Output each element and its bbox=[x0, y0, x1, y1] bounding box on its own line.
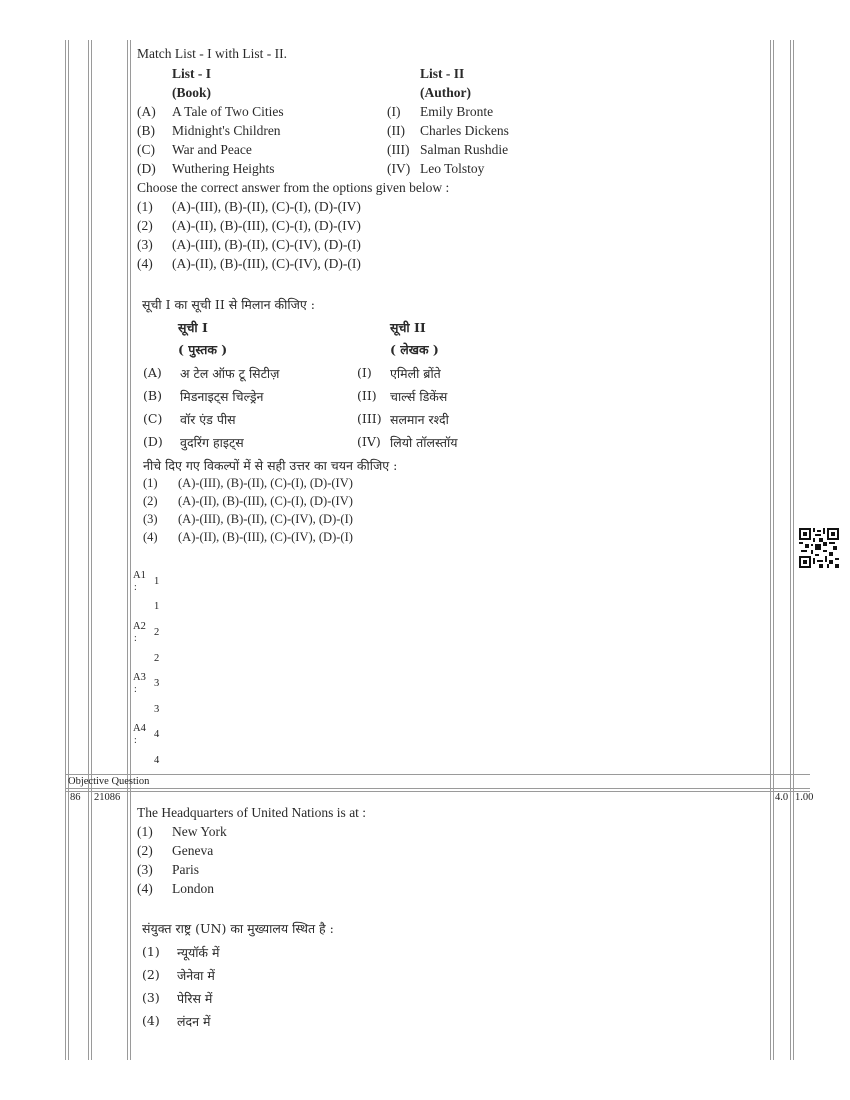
hindi-list1-subheading: ( पुस्तक ) bbox=[178, 342, 228, 357]
row-book: वुदरिंग हाइट्स bbox=[180, 435, 244, 450]
row-author-key: (IV) bbox=[387, 161, 411, 176]
answer-label: A3 bbox=[133, 672, 146, 683]
answer-value: 1 bbox=[154, 601, 160, 612]
row-author-key: (IV) bbox=[357, 434, 381, 449]
hindi-list2-heading: सूची II bbox=[390, 320, 426, 335]
table-border-qid2 bbox=[91, 40, 92, 1060]
option-number: (1) bbox=[137, 824, 153, 839]
option-text: पेरिस में bbox=[177, 991, 213, 1006]
row-key: (B) bbox=[137, 123, 155, 138]
option-text: (A)-(II), (B)-(III), (C)-(I), (D)-(IV) bbox=[172, 218, 361, 233]
row-author: Emily Bronte bbox=[420, 104, 494, 119]
row-divider-top bbox=[65, 774, 810, 775]
list1-heading: List - I bbox=[172, 66, 212, 81]
row-key: (B) bbox=[143, 388, 162, 403]
row-author-key: (I) bbox=[357, 365, 372, 380]
row-book: War and Peace bbox=[172, 142, 252, 157]
table-border-left bbox=[65, 40, 66, 1060]
table-border-qid bbox=[88, 40, 89, 1060]
q85-choose-instruction: Choose the correct answer from the options given below : bbox=[137, 180, 450, 195]
row-divider-q86 bbox=[65, 791, 810, 792]
answer-number: 3 bbox=[154, 678, 160, 689]
option-text: (A)-(II), (B)-(III), (C)-(I), (D)-(IV) bbox=[178, 494, 353, 508]
option-text: न्यूयॉर्क में bbox=[177, 945, 220, 960]
row-book: Midnight's Children bbox=[172, 123, 281, 138]
question-id: 21086 bbox=[94, 792, 121, 803]
row-book: A Tale of Two Cities bbox=[172, 104, 284, 119]
qr-code-icon bbox=[799, 528, 839, 568]
row-author: Leo Tolstoy bbox=[420, 161, 485, 176]
option-text: Geneva bbox=[172, 843, 214, 858]
option-text: जेनेवा में bbox=[177, 968, 215, 983]
row-book: अ टेल ऑफ टू सिटीज़ bbox=[180, 366, 280, 381]
table-border-question bbox=[127, 40, 128, 1060]
table-border-neg2 bbox=[793, 40, 794, 1060]
option-number: (2) bbox=[143, 494, 158, 508]
q85-intro: Match List - I with List - II. bbox=[137, 46, 287, 61]
option-number: (4) bbox=[142, 1013, 160, 1028]
list2-subheading: (Author) bbox=[420, 85, 471, 100]
answer-colon: : bbox=[134, 633, 137, 644]
row-author: सलमान रश्दी bbox=[390, 412, 449, 427]
row-author: Charles Dickens bbox=[420, 123, 509, 138]
table-border-marks bbox=[770, 40, 771, 1060]
row-key: (A) bbox=[143, 365, 162, 380]
q86-hindi-question: संयुक्त राष्ट्र (UN) का मुख्यालय स्थित है : bbox=[142, 921, 334, 936]
option-text: (A)-(III), (B)-(II), (C)-(IV), (D)-(I) bbox=[172, 237, 361, 252]
option-number: (4) bbox=[137, 256, 153, 271]
answer-number: 2 bbox=[154, 627, 160, 638]
option-text: (A)-(III), (B)-(II), (C)-(I), (D)-(IV) bbox=[172, 199, 361, 214]
question-marks: 4.0 bbox=[775, 792, 789, 803]
row-author-key: (III) bbox=[387, 142, 410, 157]
q86-question: The Headquarters of United Nations is at : bbox=[137, 805, 367, 820]
option-number: (1) bbox=[142, 944, 160, 959]
option-text: Paris bbox=[172, 862, 199, 877]
row-author: लियो तॉलस्तॉय bbox=[390, 435, 458, 450]
hindi-list1-heading: सूची I bbox=[178, 320, 208, 335]
q85-hindi-choose-instruction: नीचे दिए गए विकल्पों में से सही उत्तर का चयन कीजिए : bbox=[143, 458, 398, 473]
answer-label: A1 bbox=[133, 570, 146, 581]
option-text: (A)-(II), (B)-(III), (C)-(IV), (D)-(I) bbox=[178, 530, 353, 544]
option-text: New York bbox=[172, 824, 227, 839]
option-text: London bbox=[172, 881, 214, 896]
table-border-question2 bbox=[130, 40, 131, 1060]
option-text: (A)-(III), (B)-(II), (C)-(IV), (D)-(I) bbox=[178, 512, 353, 526]
option-number: (2) bbox=[137, 843, 153, 858]
row-author-key: (III) bbox=[357, 411, 382, 426]
section-label: Objective Question bbox=[68, 776, 150, 787]
answer-value: 2 bbox=[154, 653, 160, 664]
row-divider-section bbox=[65, 788, 810, 789]
row-book: Wuthering Heights bbox=[172, 161, 275, 176]
row-author: एमिली ब्रोंते bbox=[390, 366, 441, 381]
option-number: (3) bbox=[143, 512, 158, 526]
option-number: (2) bbox=[137, 218, 153, 233]
table-border-sno bbox=[68, 40, 69, 1060]
option-number: (3) bbox=[137, 862, 153, 877]
answer-colon: : bbox=[134, 735, 137, 746]
row-key: (A) bbox=[137, 104, 156, 119]
row-key: (C) bbox=[137, 142, 155, 157]
option-number: (1) bbox=[143, 476, 158, 490]
row-author-key: (I) bbox=[387, 104, 401, 119]
option-number: (3) bbox=[142, 990, 160, 1005]
row-book: वॉर एंड पीस bbox=[180, 412, 236, 427]
list2-heading: List - II bbox=[420, 66, 465, 81]
question-negative-marks: 1.00 bbox=[795, 792, 814, 803]
option-number: (3) bbox=[137, 237, 153, 252]
answer-label: A4 bbox=[133, 723, 146, 734]
row-key: (D) bbox=[137, 161, 156, 176]
row-key: (C) bbox=[143, 411, 163, 426]
q85-hindi-intro: सूची I का सूची II से मिलान कीजिए : bbox=[142, 297, 315, 312]
option-text: (A)-(III), (B)-(II), (C)-(I), (D)-(IV) bbox=[178, 476, 353, 490]
question-serial-number: 86 bbox=[70, 792, 81, 803]
answer-colon: : bbox=[134, 582, 137, 593]
row-author: Salman Rushdie bbox=[420, 142, 509, 157]
answer-number: 1 bbox=[154, 576, 160, 587]
option-text: लंदन में bbox=[177, 1014, 211, 1029]
row-author-key: (II) bbox=[357, 388, 377, 403]
answer-value: 3 bbox=[154, 704, 160, 715]
row-author: चार्ल्स डिकेंस bbox=[390, 389, 448, 404]
answer-value: 4 bbox=[154, 755, 160, 766]
table-border-neg bbox=[790, 40, 791, 1060]
option-number: (1) bbox=[137, 199, 153, 214]
list1-subheading: (Book) bbox=[172, 85, 212, 100]
option-number: (2) bbox=[142, 967, 160, 982]
row-key: (D) bbox=[143, 434, 163, 449]
answer-label: A2 bbox=[133, 621, 146, 632]
option-text: (A)-(II), (B)-(III), (C)-(IV), (D)-(I) bbox=[172, 256, 361, 271]
answer-colon: : bbox=[134, 684, 137, 695]
table-border-marks2 bbox=[773, 40, 774, 1060]
answer-number: 4 bbox=[154, 729, 160, 740]
option-number: (4) bbox=[143, 530, 158, 544]
option-number: (4) bbox=[137, 881, 153, 896]
row-author-key: (II) bbox=[387, 123, 405, 138]
hindi-list2-subheading: ( लेखक ) bbox=[390, 342, 439, 357]
row-book: मिडनाइट्स चिल्ड्रेन bbox=[180, 389, 264, 404]
